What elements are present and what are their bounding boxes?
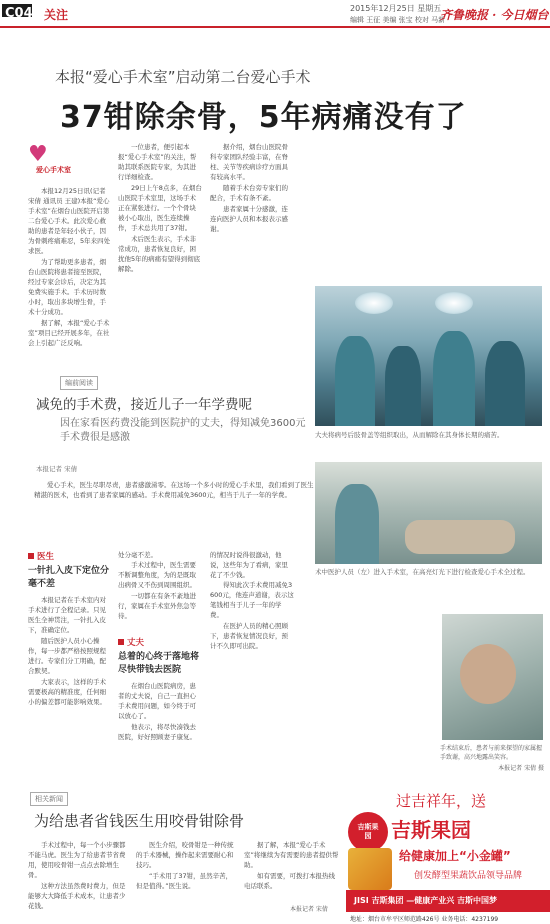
paragraph: 一切都在有条不紊地进行，家属在手术室外焦急等待。 <box>118 592 196 620</box>
ad-badge-text: 吉斯果园 <box>357 823 379 840</box>
ad-address: 地址：烟台市牟平区师范路426号 业务电话：4237199 <box>350 916 499 923</box>
paragraph: 一位患者，便引起本报“爱心手术室”的关注，帮助其联系医院专家，为其进行详细检查。 <box>118 143 197 181</box>
q2-label <box>118 636 202 648</box>
love-surgery-logo <box>28 142 98 182</box>
article2-mid-column <box>118 550 202 630</box>
ad-badge <box>348 812 388 852</box>
paragraph: 患者家属十分感激，连连向医护人员和本报表示感谢。 <box>210 205 288 233</box>
patient-figure <box>405 520 515 554</box>
article3-col2 <box>136 840 236 920</box>
ad-bar <box>346 890 550 912</box>
paragraph: 29日上午8点多，在烟台山医院手术室里，这场手术正在紧张进行。一个个骨块被小心取出，医生连续操作，手术总共用了37钳。 <box>118 184 202 232</box>
paragraph: 医生介绍，咬骨钳是一种传统的手术器械，操作起来需要耐心和技巧。 <box>136 841 234 869</box>
ad-line3: 创发酵型果蔬饮品领导品牌 <box>414 871 523 881</box>
surgeon-figure <box>433 331 475 426</box>
paragraph: 随着手术台旁专家们的配合，手术有条不紊。 <box>210 184 288 202</box>
paragraph: 据了解，本报“爱心手术室”项目已经开展多年，在社会上引起广泛反响。 <box>28 319 110 347</box>
article3-col1 <box>28 840 128 920</box>
paragraph: 本报记者在手术室内对手术进行了全程记录。只见医生全神贯注，一针扎入皮下，准确定位。 <box>28 596 106 634</box>
checkup-photo <box>315 462 542 564</box>
article1-col2 <box>118 142 202 362</box>
article2-subhead: 减免的手术费，接近儿子一年学费呢 <box>36 397 252 413</box>
section-number: C04 <box>5 6 33 21</box>
q2-label-text: 丈夫 <box>127 638 145 648</box>
photo1-caption: 大夫将病号后肢骨盖等组织取出，从而解除在其身体长期的痛苦。 <box>315 431 504 439</box>
q1-body <box>28 595 112 708</box>
product-can-icon <box>348 848 392 890</box>
logo-label: 爱心手术室 <box>36 166 71 174</box>
q1-label-text: 医生 <box>37 552 55 562</box>
ad-bar-text: JISI 吉斯集团 —健康产业兴 吉斯中国梦 <box>354 896 498 905</box>
surgeon-figure <box>335 336 375 426</box>
section-name: 关注 <box>44 8 69 22</box>
bullet-icon <box>28 553 34 559</box>
paragraph: 手术过程中，每一个小步骤都不能马虎。医生为了给患者节省费用，使用咬骨钳一点点去除增生骨。 <box>28 841 126 879</box>
article3-byline: 本报记者 宋倩 <box>290 906 328 913</box>
ad-brand: 吉斯果园 <box>391 818 471 842</box>
article1-col3 <box>210 142 290 282</box>
article-headline: 37钳除余骨，5年病痛没有了 <box>60 100 467 135</box>
ad-line1: 过吉祥年，送 <box>396 792 487 810</box>
paragraph: 随后医护人员小心操作，每一步都严格按照规程进行。专家们分工明确，配合默契。 <box>28 637 106 675</box>
paragraph: 在医护人员的精心照顾下，患者恢复情况良好，预计不久即可出院。 <box>210 622 288 650</box>
page-header <box>0 0 550 30</box>
patient-photo <box>442 614 543 740</box>
surgical-lamp <box>435 292 473 314</box>
patient-face <box>460 644 516 704</box>
paragraph: 据介绍，烟台山医院骨科专家团队经验丰富，在脊柱、关节等疾病诊疗方面具有较高水平。 <box>210 143 288 181</box>
editor-credits: 编辑 王征 美编 张宝 校对 马新 <box>350 16 446 24</box>
article2-right-column <box>210 550 294 780</box>
q2-block <box>118 636 202 780</box>
article2-intro <box>34 480 316 528</box>
article1-col1 <box>28 186 112 362</box>
paragraph: 处分毫不差。 <box>118 551 157 559</box>
paragraph: 的情况时说得很激动，他说，这些年为了看病，家里花了不少钱。 <box>210 551 288 579</box>
issue-date: 2015年12月25日 星期五 <box>350 4 442 13</box>
article2-deck: 因在家看医药费没能到医院护的丈夫，得知减免3600元手术费很是感激 <box>60 418 306 443</box>
heart-icon: ♥ <box>28 142 48 167</box>
bullet-icon <box>118 639 124 645</box>
related-news-tag: 相关新闻 <box>30 792 68 806</box>
photo2-caption: 术中医护人员（左）进入手术室，在高亮灯光下进行检查爱心手术全过程。 <box>315 568 530 576</box>
paragraph: 在烟台山医院病房，患者的丈夫说，自己一直担心手术费用问题，如今终于可以放心了。 <box>118 682 196 720</box>
photo-credit: 本报记者 宋倩 摄 <box>498 765 544 772</box>
paragraph: 如有需要，可拨打本报热线电话联系。 <box>244 872 335 890</box>
paragraph: 手术过程中，医生需要不断调整角度，为的是既取出病骨又不伤到周围组织。 <box>118 561 196 589</box>
paragraph: 这种方法虽然费时费力，但是能够大大降低手术成本，让患者少花钱。 <box>28 882 126 910</box>
surgeon-figure <box>485 341 525 426</box>
masthead: 齐鲁晚报 · 今日烟台 <box>440 8 549 22</box>
header-rule <box>0 26 550 28</box>
paragraph: 大家表示，这样的手术需要极高的精准度，任何细小的偏差都可能影响效果。 <box>28 678 106 706</box>
advertisement <box>346 782 550 924</box>
article3-headline: 为给患者省钱医生用咬骨钳除骨 <box>34 812 245 830</box>
paragraph: 爱心手术，医生尽职尽责，患者感激涕零。在这场一个多小时的爱心手术里，我们看到了医生精湛的医术，也看到了患者家属的感动。手术费用减免3600元，相当于儿子一年的学费。 <box>34 481 314 499</box>
article2-byline: 本报记者 宋倩 <box>36 465 78 473</box>
paragraph: “手术用了37钳，虽然辛苦，但是值得。”医生说。 <box>136 872 233 890</box>
paragraph: 术后医生表示，手术非常成功，患者恢复良好，困扰他5年的病痛有望得到彻底解除。 <box>118 235 201 273</box>
section-tag: 编前阅读 <box>60 376 98 390</box>
paragraph: 为了帮助更多患者，烟台山医院将患者接至医院，经过专家会诊后，决定为其免费实施手术。手术历时数小时，取出多块增生骨，手术十分成功。 <box>28 258 106 316</box>
q1-title: 一针扎入皮下定位分毫不差 <box>28 566 110 589</box>
q1-block <box>28 550 112 780</box>
q2-title: 总着的心终于落地将尽快带钱去医院 <box>118 652 200 675</box>
photo3-caption: 手术结束后，患者与前来探望的家属握手致谢，高兴地露出笑容。 <box>440 745 543 761</box>
surgical-lamp <box>355 292 393 314</box>
doctor-figure <box>335 484 379 564</box>
q2-body <box>118 681 202 743</box>
paragraph: 本报12月25日讯(记者 宋倩 通讯员 王建)本报“爱心手术室”在烟台山医院开启第二台爱心手术。此次爱心救助的患者是年轻小伙子，因为骨刺疼痛难忍，5年来四处求医。 <box>28 187 111 255</box>
paragraph: 据了解，本报“爱心手术室”将继续为有需要的患者提供帮助。 <box>244 841 339 869</box>
article-kicker: 本报“爱心手术室”启动第二台爱心手术 <box>55 68 311 86</box>
article3-col3 <box>244 840 340 902</box>
ad-line2: 给健康加上“小金罐” <box>399 849 511 863</box>
surgeon-figure <box>385 346 421 426</box>
paragraph: 得知此次手术费用减免3600元，他连声道谢，表示这笔钱相当于儿子一年的学费。 <box>210 581 294 619</box>
q1-label <box>28 550 112 562</box>
surgery-photo <box>315 286 542 426</box>
paragraph: 他表示，将尽快凑钱去医院，好好照顾妻子康复。 <box>118 723 196 741</box>
